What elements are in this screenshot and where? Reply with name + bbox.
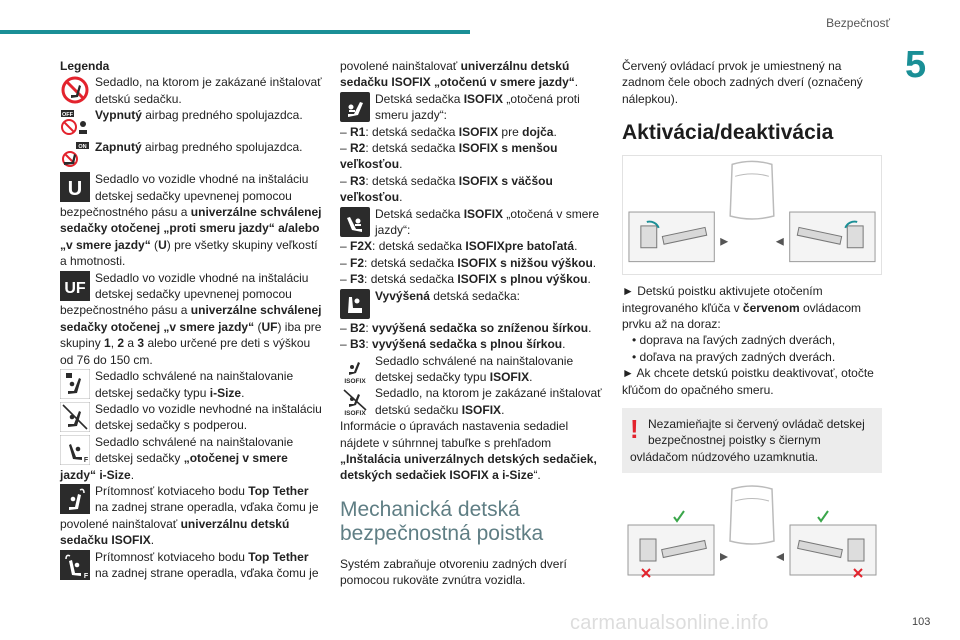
direction-item: • doprava na ľavých zadných dverách, bbox=[632, 333, 836, 348]
airbag-off-icon bbox=[60, 108, 90, 138]
legend-item-text: Sedadlo vo vozidle vhodné na inštaláciu detskej sedačky upevnenej pomocou bezpečnostného pásu a univerzálne schválenej sedačky otočenej „v smere jazdy“ (UF) iba pre skupiny 1, 2 a 3 alebo určené pre deti s výškou od 76 do 150 cm. bbox=[60, 270, 322, 367]
no-child-seat-icon bbox=[60, 75, 90, 105]
section-title: Bezpečnosť bbox=[826, 16, 890, 30]
legend-list bbox=[60, 74, 322, 581]
legend-item-text: Sedadlo vo vozidle nevhodné na inštaláciu detskej sedačky s podperou. bbox=[95, 401, 322, 433]
top-tether-forward-icon bbox=[60, 550, 90, 580]
column-legend bbox=[60, 58, 322, 581]
direction-item: • doľava na pravých zadných dverách. bbox=[632, 349, 836, 364]
legend-title: Legenda bbox=[60, 59, 110, 73]
step-activate: ► Detskú poistku aktivujete otočením integrovaného kľúča v červenom ovládacom prvku až na doraz: bbox=[622, 284, 861, 332]
continuation-text: povolené nainštalovať univerzálnu detskú sedačku ISOFIX „otočenú v smere jazdy“. bbox=[340, 59, 579, 90]
legend-item-text: Sedadlo schválené na nainštalovanie detskej sedačky „otočenej v smere jazdy“ i-Size. bbox=[60, 434, 294, 482]
forward-facing-item: – F2: detská sedačka ISOFIX s nižšou výškou. bbox=[340, 255, 597, 270]
header-accent-bar bbox=[0, 30, 470, 34]
legend-item-text: Prítomnosť kotviaceho bodu Top Tether na zadnej strane operadla, vďaka čomu je bbox=[95, 549, 319, 580]
booster-item: – B2: vyvýšená sedačka so zníženou šírkou. bbox=[340, 320, 592, 335]
forward-facing-list bbox=[340, 238, 605, 287]
legend-item bbox=[60, 368, 322, 401]
child-lock-description: Systém zabraňuje otvoreniu zadných dverí pomocou rukoväte zvnútra vozidla. bbox=[340, 556, 567, 588]
legend-item-text: Sedadlo schválené na nainštalovanie detskej sedačky typu i-Size. bbox=[95, 369, 294, 400]
column-activation bbox=[622, 58, 882, 593]
section-heading-child-lock: Mechanická detská bezpečnostná poistka bbox=[340, 497, 544, 545]
isofix-rear-icon bbox=[340, 92, 370, 122]
booster-seat-icon bbox=[340, 289, 370, 319]
isize-forward-icon bbox=[60, 435, 90, 465]
top-tether-icon bbox=[60, 484, 90, 514]
legend-item-text: Sedadlo vo vozidle vhodné na inštaláciu detskej sedačky upevnenej pomocou bezpečnostného pásu a univerzálne schválenej sedačky otočenej „proti smeru jazdy“ a/alebo „v smere jazdy“ (U) pre všetky skupiny veľkostí a hmotnosti. bbox=[60, 172, 322, 269]
legend-item-text: Vypnutý airbag predného spolujazdca. bbox=[95, 108, 303, 123]
legend-item bbox=[60, 139, 322, 171]
forward-facing-row bbox=[340, 206, 605, 239]
legend-item-text: Zapnutý airbag predného spolujazdca. bbox=[95, 140, 303, 155]
isofix-no-row bbox=[340, 385, 605, 418]
svg-text:OFF: OFF bbox=[62, 112, 73, 119]
isofix-approved-label: Sedadlo schválené na nainštalovanie detskej sedačky typu ISOFIX. bbox=[375, 353, 574, 384]
figure-lock-turning bbox=[622, 155, 882, 275]
isofix-ok-row bbox=[340, 353, 605, 386]
booster-label: Vyvýšená detská sedačka: bbox=[375, 288, 520, 303]
figure-lock-positions bbox=[622, 483, 882, 585]
isofix-approved-icon bbox=[340, 354, 370, 384]
airbag-on-icon bbox=[60, 140, 90, 170]
rear-facing-row bbox=[340, 91, 605, 124]
chapter-number: 5 bbox=[905, 44, 927, 86]
forward-facing-label: Detská sedačka ISOFIX „otočená v smere jazdy“: bbox=[375, 206, 600, 238]
rear-facing-item: – R3: detská sedačka ISOFIX s väčšou veľkosťou. bbox=[340, 173, 553, 205]
info-text: Informácie o úpravách nastavenia sedadiel nájdete v súhrnnej tabuľke s prehľadom „Inštalácia univerzálnych detských sedačiek, detských sedačiek ISOFIX a i-Size“. bbox=[340, 419, 597, 483]
svg-text:F: F bbox=[83, 572, 89, 580]
isize-seat-icon bbox=[60, 369, 90, 399]
booster-row bbox=[340, 288, 605, 320]
legend-item bbox=[60, 483, 322, 549]
isofix-forbidden-label: Sedadlo, na ktorom je zakázané inštalovať detskú sedačku ISOFIX. bbox=[375, 386, 602, 417]
svg-text:ON: ON bbox=[78, 144, 87, 151]
u-icon bbox=[60, 172, 90, 202]
warning-text: Nezamieňajte si červený ovládač detskej bezpečnostnej poistky s čiernym ovládačom núdzového uzamknutia. bbox=[630, 417, 865, 464]
warning-box bbox=[622, 408, 882, 473]
svg-text:F: F bbox=[83, 456, 89, 464]
legend-item bbox=[60, 549, 322, 582]
legend-item-text: Sedadlo, na ktorom je zakázané inštalovať detskú sedačku. bbox=[95, 75, 322, 106]
booster-item: – B3: vyvýšená sedačka s plnou šírkou. bbox=[340, 337, 566, 352]
isize-seat-no-icon bbox=[60, 402, 90, 432]
legend-item bbox=[60, 401, 322, 434]
rear-facing-item: – R1: detská sedačka ISOFIX pre dojča. bbox=[340, 124, 557, 139]
legend-item bbox=[60, 171, 322, 269]
rear-facing-list bbox=[340, 124, 605, 206]
rear-facing-item: – R2: detská sedačka ISOFIX s menšou veľkosťou. bbox=[340, 141, 558, 172]
direction-list bbox=[622, 332, 882, 365]
intro-text: Červený ovládací prvok je umiestnený na zadnom čele oboch zadných dverí (označený nálepkou). bbox=[622, 59, 863, 106]
legend-item bbox=[60, 434, 322, 483]
isofix-forward-icon bbox=[340, 207, 370, 237]
legend-item bbox=[60, 107, 322, 139]
isofix-forbidden-icon bbox=[340, 386, 370, 416]
activation-heading: Aktivácia/deaktivácia bbox=[622, 121, 834, 145]
step-deactivate: ► Ak chcete detskú poistku deaktivovať, otočte kľúčom do opačného smeru. bbox=[622, 366, 874, 397]
forward-facing-item: – F3: detská sedačka ISOFIX s plnou výškou. bbox=[340, 272, 591, 287]
watermark: carmanualsonline.info bbox=[570, 612, 769, 634]
svg-text:U: U bbox=[67, 178, 83, 201]
warning-icon: ! bbox=[630, 414, 639, 445]
column-isofix bbox=[340, 58, 605, 589]
svg-text:ISOFIX: ISOFIX bbox=[344, 410, 366, 417]
svg-text:ISOFIX: ISOFIX bbox=[344, 377, 366, 384]
booster-list bbox=[340, 320, 605, 353]
legend-item-text: Prítomnosť kotviaceho bodu Top Tether na zadnej strane operadla, vďaka čomu je povolené nainštalovať univerzálnu detskú sedačku ISOFIX. bbox=[60, 483, 319, 548]
svg-text:UF: UF bbox=[64, 279, 86, 297]
legend-item bbox=[60, 270, 322, 368]
uf-icon bbox=[60, 271, 90, 301]
rear-facing-label: Detská sedačka ISOFIX „otočená proti smeru jazdy“: bbox=[375, 91, 580, 123]
page-number: 103 bbox=[912, 616, 931, 628]
legend-item bbox=[60, 74, 322, 107]
forward-facing-item: – F2X: detská sedačka ISOFIXpre batoľatá. bbox=[340, 239, 578, 254]
